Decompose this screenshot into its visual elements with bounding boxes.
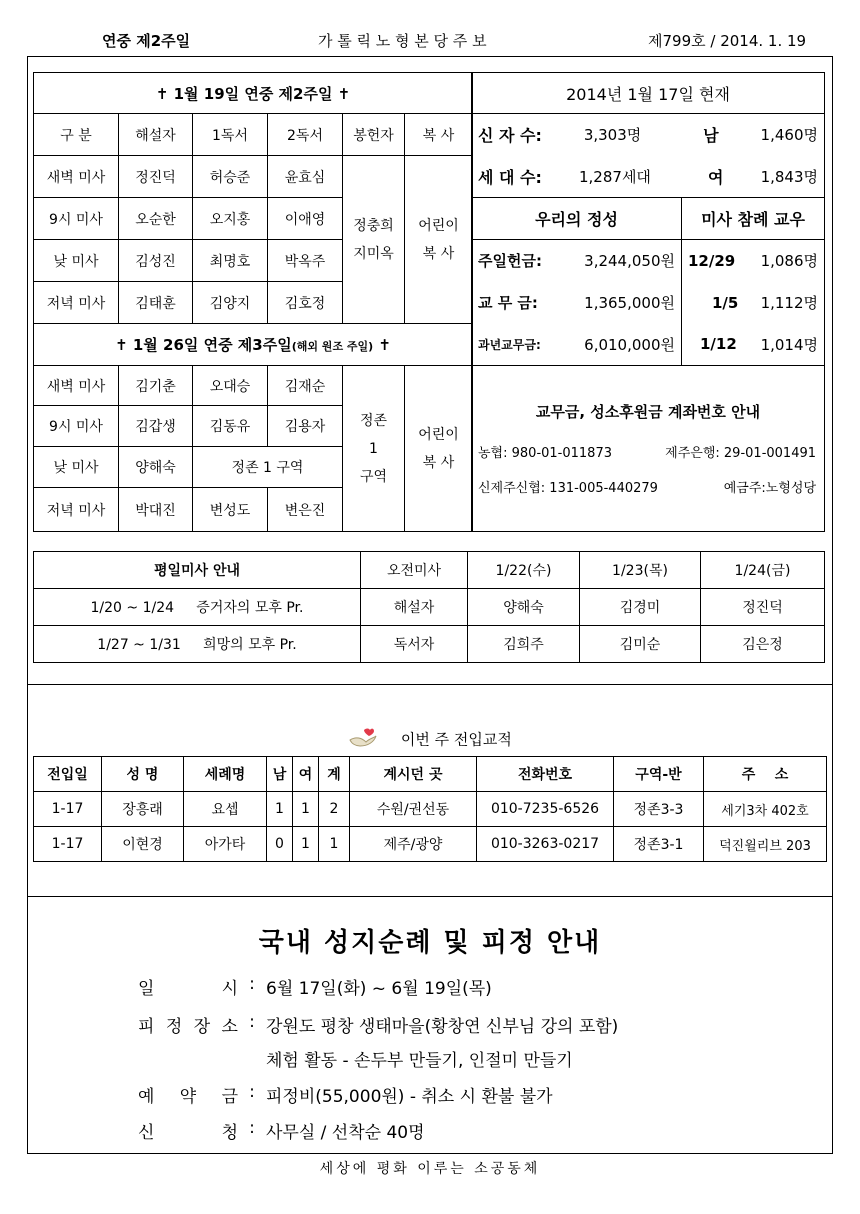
col-header: 계 bbox=[319, 757, 350, 792]
believers-count: 3,303명 bbox=[583, 126, 642, 145]
section-divider bbox=[27, 684, 833, 685]
offering-value: 6,010,000원 bbox=[584, 335, 675, 354]
account-shinhyup: 신제주신협: 131-005-440279 bbox=[478, 481, 658, 496]
table-cell: 김태훈 bbox=[119, 282, 193, 324]
weekday-date: 1/23(목) bbox=[580, 552, 701, 589]
male-count: 1,460명 bbox=[760, 126, 818, 145]
believers-row bbox=[472, 123, 824, 146]
col-header: 남 bbox=[267, 757, 293, 792]
col-header: 구역-반 bbox=[614, 757, 704, 792]
stats-as-of: 2014년 1월 17일 현재 bbox=[472, 73, 825, 114]
page-header bbox=[0, 28, 860, 52]
believers-label: 신 자 수: bbox=[478, 126, 542, 146]
table-cell: 김성진 bbox=[119, 240, 193, 282]
offering-label: 교 무 금: bbox=[478, 294, 538, 312]
header-title: 가 톨 릭 노 형 본 당 주 보 bbox=[318, 32, 487, 50]
weekday-mass-table bbox=[33, 551, 825, 663]
table-cell: 1-17 bbox=[34, 792, 102, 827]
table-cell: 오대승 bbox=[193, 366, 268, 406]
weekday-name: 김희주 bbox=[468, 626, 580, 663]
row-label bbox=[138, 1012, 238, 1037]
table-cell: 1 bbox=[267, 792, 293, 827]
table-cell: 오지홍 bbox=[193, 198, 268, 240]
week2-title-note: (해외 원조 주일) bbox=[291, 340, 374, 353]
colon: : bbox=[249, 1012, 255, 1032]
table-cell: 김재순 bbox=[268, 366, 343, 406]
table-cell: 장흥래 bbox=[102, 792, 184, 827]
table-cell: 김기춘 bbox=[119, 366, 193, 406]
table-cell: 윤효심 bbox=[268, 156, 343, 198]
table-cell: 1 bbox=[293, 792, 319, 827]
table-cell: 박대진 bbox=[119, 488, 193, 532]
col-header: 여 bbox=[293, 757, 319, 792]
table-cell: 1 bbox=[293, 827, 319, 862]
colon: : bbox=[249, 1082, 255, 1102]
weekday-role: 독서자 bbox=[361, 626, 468, 663]
altar-server-text: 복 사 bbox=[422, 454, 455, 471]
attendance-date: 12/29 bbox=[688, 251, 736, 270]
account-nh: 농협: 980-01-011873 bbox=[478, 446, 612, 461]
mass-name: 낮 미사 bbox=[34, 240, 119, 282]
table-cell: 김용자 bbox=[268, 406, 343, 447]
dove-icon bbox=[348, 726, 378, 754]
table-cell: 정존3-3 bbox=[614, 792, 704, 827]
offering-name: 구역 bbox=[359, 468, 388, 485]
offering-value: 1,365,000원 bbox=[584, 294, 675, 312]
newcomers-title: 이번 주 전입교적 bbox=[400, 730, 512, 749]
table-cell: 김양지 bbox=[193, 282, 268, 324]
col-header: 주 소 bbox=[704, 757, 827, 792]
table-cell: 010-3263-0217 bbox=[477, 827, 614, 862]
offering-bearers bbox=[343, 156, 405, 324]
row-text: 사무실 / 선착순 40명 bbox=[266, 1123, 425, 1143]
attendance-row bbox=[682, 292, 824, 313]
mass-name: 새벽 미사 bbox=[34, 366, 119, 406]
offering-name: 1 bbox=[369, 440, 378, 457]
account-info bbox=[472, 366, 825, 532]
male-label: 남 bbox=[703, 126, 719, 146]
weekday-name: 정진덕 bbox=[701, 589, 825, 626]
row-label bbox=[138, 1082, 238, 1107]
week2-title bbox=[34, 324, 473, 366]
table-cell: 양해숙 bbox=[119, 447, 193, 488]
table-cell: 김동유 bbox=[193, 406, 268, 447]
weekday-col-morning: 오전미사 bbox=[361, 552, 468, 589]
pilgrimage-row-deposit bbox=[138, 1082, 553, 1107]
offering-name: 정존 bbox=[359, 412, 388, 429]
section-divider bbox=[27, 896, 833, 897]
col-header: 성 명 bbox=[102, 757, 184, 792]
account-holder: 예금주:노형성당 bbox=[723, 481, 817, 496]
attendance-date: 1/12 bbox=[700, 335, 737, 354]
table-cell: 김갑생 bbox=[119, 406, 193, 447]
attendance-row bbox=[682, 334, 824, 355]
table-cell: 세기3차 402호 bbox=[704, 792, 827, 827]
week2-title-main: ✝ 1월 26일 연중 제3주일 bbox=[115, 336, 292, 354]
header-issue: 제799호 / 2014. 1. 19 bbox=[648, 32, 807, 50]
table-cell: 변은진 bbox=[268, 488, 343, 532]
altar-servers bbox=[405, 366, 473, 532]
col-header: 복 사 bbox=[405, 114, 473, 156]
weekday-name: 김은정 bbox=[701, 626, 825, 663]
attendance-count: 1,086명 bbox=[760, 252, 819, 271]
row-text: 피정비(55,000원) - 취소 시 환불 불가 bbox=[266, 1087, 553, 1107]
offering-label: 주일헌금: bbox=[478, 252, 542, 271]
weekday-period bbox=[34, 626, 361, 663]
col-header: 세례명 bbox=[184, 757, 267, 792]
mass-name: 새벽 미사 bbox=[34, 156, 119, 198]
table-cell: 정존3-1 bbox=[614, 827, 704, 862]
period-theme: 희망의 모후 Pr. bbox=[203, 637, 297, 653]
offering-row bbox=[472, 292, 681, 313]
pilgrimage-row-activity bbox=[138, 1046, 573, 1071]
label-char: 약 bbox=[179, 1087, 197, 1107]
label-char: 정 bbox=[165, 1017, 183, 1037]
offering-row bbox=[472, 334, 681, 355]
altar-server-text: 어린이 bbox=[418, 426, 459, 443]
label-char: 예 bbox=[138, 1087, 155, 1107]
households-label: 세 대 수: bbox=[478, 167, 542, 187]
households-count: 1,287세대 bbox=[579, 167, 651, 186]
period-dates: 1/27 ~ 1/31 bbox=[97, 637, 181, 653]
col-header: 구 분 bbox=[34, 114, 119, 156]
mass-name: 저녁 미사 bbox=[34, 282, 119, 324]
label-char: 시 bbox=[221, 979, 238, 999]
period-theme: 증거자의 모후 Pr. bbox=[196, 600, 304, 616]
col-header: 전화번호 bbox=[477, 757, 614, 792]
label-char: 청 bbox=[221, 1123, 238, 1143]
week2-title-end: ✝ bbox=[378, 336, 391, 354]
table-cell: 010-7235-6526 bbox=[477, 792, 614, 827]
table-cell: 1-17 bbox=[34, 827, 102, 862]
account-title: 교무금, 성소후원금 계좌번호 안내 bbox=[535, 403, 761, 421]
weekday-date: 1/24(금) bbox=[701, 552, 825, 589]
mass-name: 낮 미사 bbox=[34, 447, 119, 488]
newcomers-heading bbox=[0, 726, 860, 754]
altar-server-text: 복 사 bbox=[422, 245, 455, 262]
table-cell: 박옥주 bbox=[268, 240, 343, 282]
table-cell: 1 bbox=[319, 827, 350, 862]
col-header: 2독서 bbox=[268, 114, 343, 156]
newcomers-table bbox=[33, 756, 827, 862]
offering-bearers bbox=[343, 366, 405, 532]
attendance-count: 1,112명 bbox=[760, 294, 819, 312]
weekday-date: 1/22(수) bbox=[468, 552, 580, 589]
table-cell: 허승준 bbox=[193, 156, 268, 198]
col-header: 해설자 bbox=[119, 114, 193, 156]
row-label bbox=[138, 1118, 238, 1143]
pilgrimage-title: 국내 성지순례 및 피정 안내 bbox=[258, 928, 602, 958]
label-char: 소 bbox=[221, 1017, 238, 1037]
label-char: 피 bbox=[138, 1017, 155, 1037]
colon: : bbox=[249, 974, 255, 994]
table-cell: 정진덕 bbox=[119, 156, 193, 198]
table-cell: 이애영 bbox=[268, 198, 343, 240]
attendance-count: 1,014명 bbox=[760, 335, 819, 354]
pilgrimage-row-apply bbox=[138, 1118, 425, 1143]
parish-stats-panel bbox=[471, 72, 825, 532]
offering-row bbox=[472, 250, 681, 271]
offering-name: 정충희 bbox=[353, 217, 394, 234]
mass-name: 9시 미사 bbox=[34, 198, 119, 240]
table-cell: 아가타 bbox=[184, 827, 267, 862]
offering-title: 우리의 정성 bbox=[472, 198, 682, 240]
table-cell: 오순한 bbox=[119, 198, 193, 240]
header-week: 연중 제2주일 bbox=[102, 32, 191, 50]
week1-title: ✝ 1월 19일 연중 제2주일 ✝ bbox=[34, 73, 473, 114]
col-header: 1독서 bbox=[193, 114, 268, 156]
table-cell: 변성도 bbox=[193, 488, 268, 532]
offering-label: 과년교무금: bbox=[478, 337, 541, 352]
attendance-date: 1/5 bbox=[712, 293, 739, 312]
ministry-table bbox=[33, 72, 473, 532]
col-header: 봉헌자 bbox=[343, 114, 405, 156]
weekday-name: 김경미 bbox=[580, 589, 701, 626]
mass-name: 9시 미사 bbox=[34, 406, 119, 447]
account-jeju: 제주은행: 29-01-001491 bbox=[665, 446, 817, 461]
label-char: 금 bbox=[221, 1087, 238, 1107]
weekday-name: 김미순 bbox=[580, 626, 701, 663]
table-cell: 최명호 bbox=[193, 240, 268, 282]
altar-server-text: 어린이 bbox=[418, 217, 459, 234]
colon: : bbox=[249, 1118, 255, 1138]
female-label: 여 bbox=[708, 167, 724, 187]
altar-servers bbox=[405, 156, 473, 324]
offering-value: 3,244,050원 bbox=[584, 252, 675, 271]
row-label bbox=[138, 974, 238, 999]
weekday-role: 해설자 bbox=[361, 589, 468, 626]
label-char: 장 bbox=[193, 1017, 211, 1037]
table-cell: 0 bbox=[267, 827, 293, 862]
table-cell: 수원/권선동 bbox=[350, 792, 477, 827]
table-cell: 요셉 bbox=[184, 792, 267, 827]
row-text: 체험 활동 - 손두부 만들기, 인절미 만들기 bbox=[266, 1051, 573, 1071]
mass-name: 저녁 미사 bbox=[34, 488, 119, 532]
table-cell: 정존 1 구역 bbox=[193, 447, 343, 488]
col-header: 계시던 곳 bbox=[350, 757, 477, 792]
table-cell: 제주/광양 bbox=[350, 827, 477, 862]
table-cell: 이현경 bbox=[102, 827, 184, 862]
col-header: 전입일 bbox=[34, 757, 102, 792]
households-row bbox=[472, 165, 824, 188]
female-count: 1,843명 bbox=[760, 167, 818, 186]
footer-motto: 세상에 평화 이루는 소공동체 bbox=[319, 1161, 541, 1177]
weekday-period bbox=[34, 589, 361, 626]
attendance-row bbox=[682, 250, 824, 271]
weekday-title: 평일미사 안내 bbox=[34, 552, 361, 589]
attendance-title: 미사 참례 교우 bbox=[682, 198, 825, 240]
table-cell: 2 bbox=[319, 792, 350, 827]
table-cell: 덕진윌리브 203 bbox=[704, 827, 827, 862]
pilgrimage-row-place bbox=[138, 1012, 618, 1037]
row-text: 강원도 평창 생태마을(황창연 신부님 강의 포함) bbox=[266, 1017, 619, 1037]
pilgrimage-row-date bbox=[138, 974, 492, 999]
row-text: 6월 17일(화) ~ 6월 19일(목) bbox=[266, 979, 492, 999]
label-char: 신 bbox=[138, 1123, 155, 1143]
offering-name: 지미옥 bbox=[353, 245, 394, 262]
label-char: 일 bbox=[138, 979, 155, 999]
weekday-name: 양해숙 bbox=[468, 589, 580, 626]
table-cell: 김호정 bbox=[268, 282, 343, 324]
period-dates: 1/20 ~ 1/24 bbox=[90, 600, 175, 616]
